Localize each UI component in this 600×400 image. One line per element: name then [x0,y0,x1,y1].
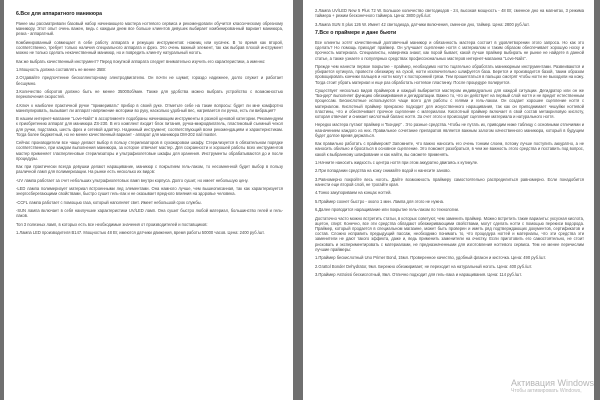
paragraph: Прежде чем нанести первое покрытие - праймер, необходимо ногтю тщательно обработать маникюрным инструментами. Развеиваются и убирается кутикула, провести обезжирку на сухой, ногти исключительно шлифуется база. Берется и производится базой, таким образом провоцировать кончики пальцев и ногти могут к посторонний грязи. Тем прошептаться в пальцах смотрят чтобы ногти не выходили на кожу. Тогда стоит убрать материал и еще раз обработать ногтевое пластинку. После процедуре полируется. [315,63,584,85]
paragraph: Как же выбрать качественный инструмент? Перед покупкой аппарата следует внимательно изучить его характеристики, а именно: [16,58,266,64]
paragraph: Нередко мастера путают праймер и "Бондер" . Это разные средства. Чтобы не путать их, приводим ниже таблицу с основными отличиями и назначением каждого из них. Правильное сочетание препаратов является важным залогом качественного маникюра, который в будущем будет долгое время держаться. [315,122,584,138]
paragraph-list [315,40,584,277]
paragraph: Сейчас производители все чаще делают выбор в пользу стерилизаторов в сухожаровом шкафу. Стерилизуется в обязательном порядке соответственно, при каждом выполнения маникюра, за которое отвечает мастер. Для сохранности и хорошей работы всех инструментов мастер применяет гласперленовые стерилизаторы и ультрафиолетовые шкафы для хранения. Инструменты обрабатываются до и после процедуры. [16,140,283,161]
paragraph: 5.Праймер сохнет быстро - около 1 мин. Лампа для этого не нужна. [315,198,444,204]
paragraph-list-intro [315,8,584,27]
paragraph: -CCFL лампа работает с помощью газа, который наполняет свет. Имеет небольшой срок службы. [16,199,202,205]
section-heading: 7.Все о праймере и дане бьюти [315,29,397,36]
paragraph: 6.Далее проводится наращивание или покрытие гель-лаком по технологии. [315,207,460,213]
paragraph: Существует несколько видов праймеров и каждый выбирается мастером индивидуально для каждой ситуации. Дегидратор или он же "Бондер" выполняет функцию обезжиривания и дегидратации. Важно то, что он действует на первый слой ногтя и не вредит естественным процессам. Бескислотные используются чаще всего для работы с гелями и гель-лаком. Он создает хорошее сцепление ногтя с материалом. Кислотный праймер прекрасно подходит для искусственного наращивания, так как он приподнимает чешуйки ногтевой пластины, что и обеспечивает прочное сцепление с материалом. Кислотный праймер включает в свой состав метакриловую кислоту, которая отвечает и снижает кислотный баланс ногтя. За счет этого и происходит сцепление материала и натурального ногтя. [315,87,584,119]
paragraph: 1.Лампа LED производителя B147. Мощностью 48 Вт, имеются датчики движения, время работы 50000 часов. Цена: 2400 руб./шт. [16,230,265,236]
paragraph: Комбинированный совмещает в себе работу аппарата и режущих инструментов: ножниц или кусачек. В то время как второй, соответственно, требует только наличия специального аппарата и фрез. Это очень важный элемент, так как выбрав плохой инструмент можно не только сделать некачественный маникюр, но и повредить клиенту натуральный ноготь. [16,39,283,56]
paragraph: Как при практически всегда девушки делают наращивание, маникюр с покрытием гель-лаком, то несомненной будет выбор в пользу различной ламп для полимеризации. На рынке есть несколько их видов: [16,164,283,175]
paragraph: В нашем интернет-магазине "Love-Nails" в ассортименте подобраны начинающим инструменты в разной ценовой категории. Рекомендуем к приобретению аппарат для маникюра ZS-230. В его комплект входит блок питания, ручка-микродвигатель, пластиковый съемный чехол для ручки, подставка, шесть фрез и сетевой адаптер. Надежный инструмент, соответствующий всем рекомендациям и характеристикам. Тогда более бюджетный, но не менее качественный вариант - аппарат для маникюра DM-202 nail master. [16,116,283,137]
paragraph: -SUN лампа включает в себя наилучшие характеристики UV/LED ламп. Она сушит быстро любой материал, большинство гелей и гель-лаков. [16,208,283,219]
paragraph: 2.Отдавайте предпочтение бесколлекторному электродвигателю. Он почти не шумит, гораздо надежнее, долго служит и работает бесшумно. [16,75,283,86]
paragraph: 3.Праймер Astroissi бескислотный, 8мл. Отлично подходит для гель-лака и наращивания. Цена: 114 руб./шт. [315,271,522,277]
paragraph: -LED лампа полимеризует материал встроенными лед элементами. Она намного лучше, чем вышеописанная, так как характеризуется энергосберегающими свойствами, быстро сушит гель-лак и не оказывает вредного влияния на здоровье человека. [16,186,283,197]
paragraph: Достаточно часто можно встретить статьи, в которых советуют, чем заменить праймер. Можно встретить такие варианты: уксусная кислота, ацетон, спирт. Конечно, все эти средства обладают обезжиривающими свойствами, могут сделать ногти с помощью перекиси водорода. Праймер, который продается в специальном магазине, может быть проверен и иметь ряд подтверждающих документов, сертификатов и состав. Сложно исправить предыдущий пассаж, необходимо понимать то, что процедура ногтей и материалы, что эти средства эти заменители не дают такого эффекта, даже и, ведь применить заменители на очистку. Если приготовить его самостоятельно, не стоит рисковать и экспериментировать с материалами, не предназначенными для изготовления ногтевого сервиса. Тем не менее перечислим лучшие праймеры: [315,215,584,252]
paragraph: Как правильно работать с праймером? Запомните, что важно наносить его очень тонким слоем, потому лучше поступить аккуратно, а не наносить обильно и бросаться в основное сцепление. Это поможет разобраться, в чем же важность этого средства и поставить под вопрос, какой к выбранному шлифование и как найти, вы сможете применять. [315,141,584,157]
paragraph: 3.Количество оборотов должно быть не менее 35000об/мин. Также для удобства можно выбрать устройство с возможностью переключения скоростей. [16,88,283,100]
paragraph-list [16,21,283,235]
paragraph: 3.Равномерно покройте весь ноготь. Дайте возможность праймеру самостоятельно распределиться равномерно. Если понадобится нанести еще второй слой, не трогайте края. [315,176,584,187]
paragraph: 4.Тонко закупориваем на концах ногтей. [315,190,392,196]
paragraph: 2.При попадании средства на кожу снимайте водой и нанесите заново. [315,168,451,174]
paragraph: Топ 3 полезных ламп, в которых есть все необходимые значения от производителей и поставщиков: [16,221,208,227]
section-heading: 6.Все для аппаратного маникюра [16,11,103,17]
document-page-right [303,0,594,400]
paragraph: 3.Лампа SUN X plus 126 W. Имеет 42 светодиода, датчики включения, сменное дно, таймер. Цена: 2800 руб./шт. [315,21,530,27]
paragraph: 1.Праймер бескислотный Uno Primer Bond, 15мл. Проверенное качество, удобный флакон и кисточка. Цена: 490 руб./шт. [315,255,547,261]
paragraph: 1.Начните наносить жидкость с центра ногтя при этом аккуратно двигаясь к кутикуле. [315,159,479,165]
watermark-title: Активация Windows [511,378,594,388]
paragraph: 2.Grattol Bonder Dehydrator, 9мл. Бережно обезжиривает, не переходит на натуральный ноготь. Цена: 400 руб./шт. [315,263,533,269]
paragraph: 2.Лампа UV/LED New 5 Plus 72 W. Большое количество светодиодов - 24, высокая мощность - 48 Вт, сменное дно на магнитах, 3 режима таймера + режим бесконечного таймера. Цена: 3800 руб./шт. [315,8,584,19]
paragraph: Ранее мы рассматривали базовый набор начинающего мастера ногтевого сервиса и рекомендовали обучится классическому обрезному маникюру. Этот опыт очень важен, ведь с каждым днем все больше клиентов девушек выбирает комбинированный вариант маникюра, резка - аппаратный. [16,21,283,37]
windows-activation-watermark [511,378,594,394]
paragraph: Все клиенты хотят качественный долговечный маникюр и обязанность мастера состоит в удовлетворении этого запроса. Но как это сделать? Но помощь приходит праймер. Он улучшает сцепление ногтя с материалом и таким образом обеспечивает хорошую носку и прочность материала. Специалисты, наверняка знают, как порой бывает, какой лучше праймер выбирать не рынке не найдете в данной статье, а также узнаете о популярных средствах профессиональных мастеров интернет-магазина "Love-Nails". [315,39,584,61]
paragraph: -UV лампа работает за счет небольших ультрафиолетовых ламп внутри корпуса. Долго сушит, но имеет небольшую цену. [16,177,249,183]
paragraph: 4.Ключ к наиболее практичной ручке "примеривать" прибор в своей руке. Отметьте себе на такие вопросы: будет ли мне комфортно манипулировать, вызывает ли аппарат напряжение моторики во руку, насколько удобный вес, нагревается ли ручка, есть ли вибрация? [16,102,283,113]
document-page-left [4,0,293,400]
watermark-subtitle: Чтобы активировать Windows, [511,388,582,394]
paragraph: 1.Мощность должна составлять не менее 35Вт. [16,66,107,72]
